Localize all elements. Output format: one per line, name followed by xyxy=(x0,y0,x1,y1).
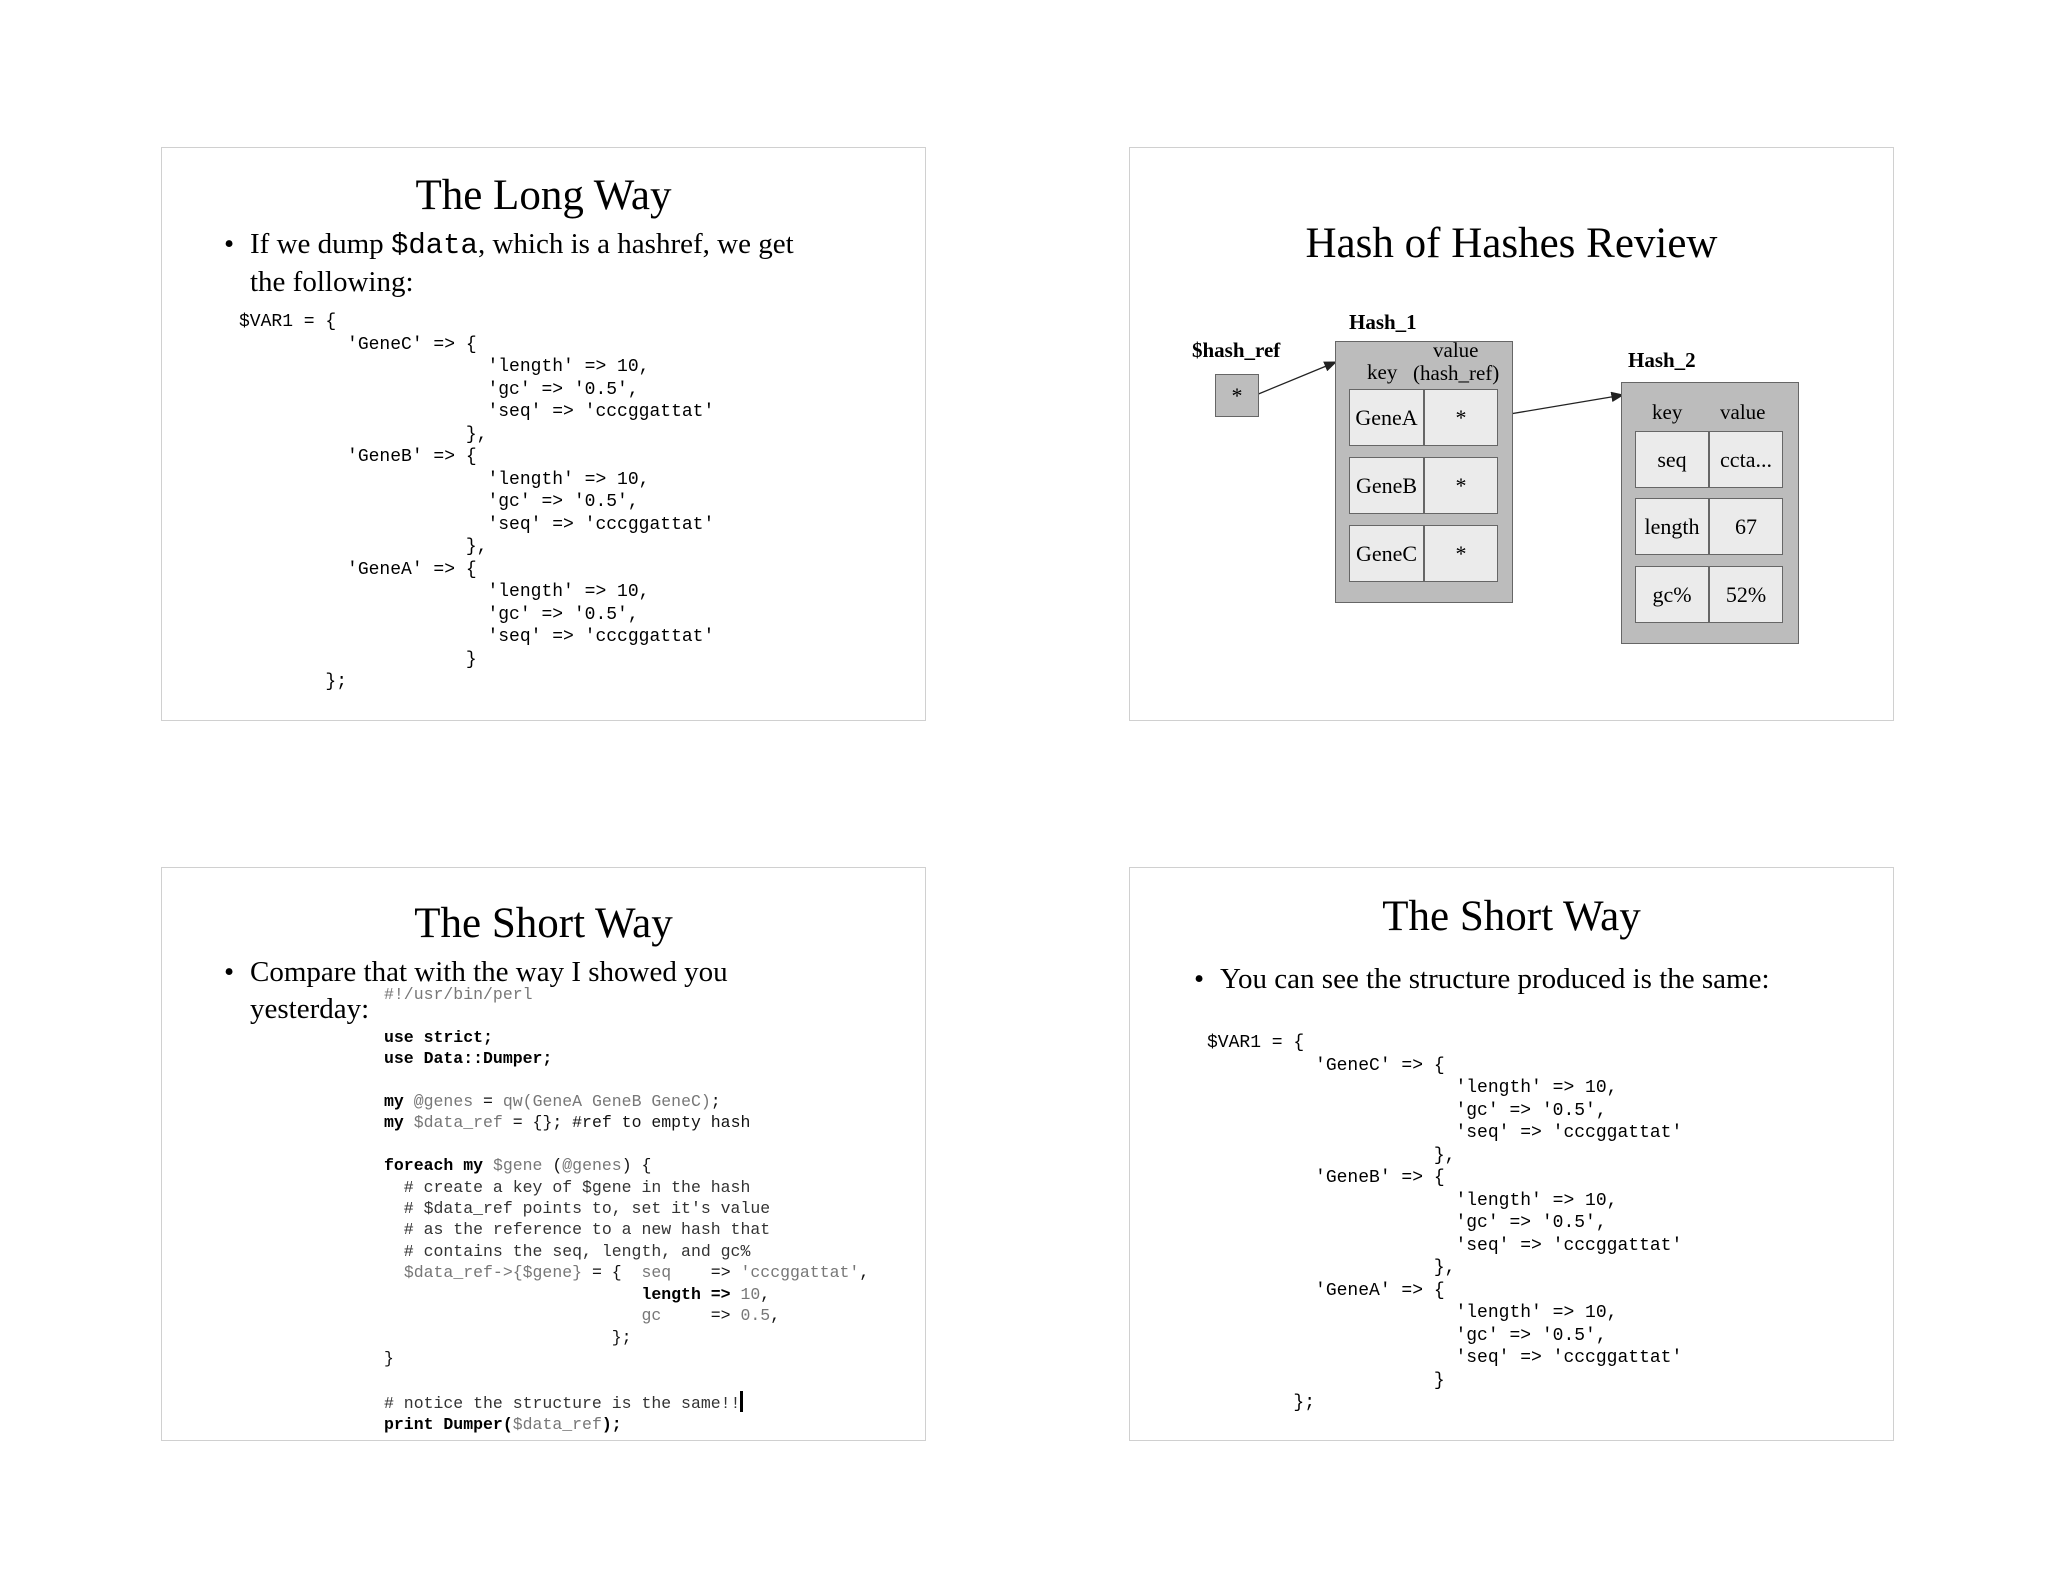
bullet-text-post: , which is a hashref, we get xyxy=(477,228,794,260)
slide-title: Hash of Hashes Review xyxy=(1305,220,1718,267)
slide-title: The Short Way xyxy=(1382,893,1641,940)
text-cursor xyxy=(740,1391,743,1412)
code-key: gc xyxy=(641,1306,662,1326)
hash1-value-header: value xyxy=(1433,338,1479,362)
code-text: ; xyxy=(710,1092,721,1112)
code-text: = { xyxy=(582,1263,642,1283)
code-text: ); xyxy=(601,1415,622,1435)
code-key: seq xyxy=(641,1263,672,1283)
code-keyword: foreach my xyxy=(384,1156,484,1176)
code-text: => xyxy=(671,1263,741,1283)
slide-title: The Short Way xyxy=(414,900,673,947)
bullet-text xyxy=(224,226,890,301)
bullet-text xyxy=(1194,961,1880,998)
code-number: 10 xyxy=(740,1284,761,1304)
hash-ref-pointer: * xyxy=(1215,374,1259,417)
hash1-row-key: GeneB xyxy=(1349,457,1424,514)
hash2-key-header: key xyxy=(1652,400,1683,424)
hash2-row-value: ccta... xyxy=(1709,431,1783,488)
code-use-dumper: use Data::Dumper; xyxy=(384,1049,553,1069)
hash1-key-header: key xyxy=(1367,360,1398,384)
bullet-text-pre: If we dump xyxy=(250,228,391,260)
hash2-row-key: length xyxy=(1635,498,1709,555)
code-keyword: my xyxy=(384,1092,404,1112)
bullet-text-line2: the following: xyxy=(250,266,414,298)
slide-long-way xyxy=(161,147,926,721)
code-variable: @genes xyxy=(413,1092,474,1112)
code-text: }; xyxy=(611,1327,632,1347)
hash2-row-value: 52% xyxy=(1709,566,1783,623)
hash1-label: Hash_1 xyxy=(1349,310,1417,334)
code-variable: $gene xyxy=(492,1156,543,1176)
code-variable: $data_ref->{$gene} xyxy=(403,1263,583,1283)
code-text: , xyxy=(770,1306,781,1326)
code-comment: # create a key of $gene in the hash xyxy=(384,1177,751,1197)
hash1-row-key: GeneC xyxy=(1349,525,1424,582)
hash1-row-key: GeneA xyxy=(1349,389,1424,446)
hash-ref-label: $hash_ref xyxy=(1192,338,1281,362)
code-comment: # $data_ref points to, set it's value xyxy=(384,1199,771,1219)
perl-code xyxy=(384,984,869,1436)
code-shebang: #!/usr/bin/perl xyxy=(384,985,533,1004)
code-variable: $data_ref xyxy=(512,1415,602,1435)
code-text: , xyxy=(760,1284,771,1304)
bullet-text-line2: yesterday: xyxy=(250,993,370,1025)
code-text: => xyxy=(700,1284,741,1304)
hash2-label: Hash_2 xyxy=(1628,348,1696,372)
bullet-text-line1: You can see the structure produced is the same: xyxy=(1220,963,1770,995)
bullet-dot: • xyxy=(224,228,235,260)
arrow-genea-to-hash2 xyxy=(1498,395,1623,416)
code-text: , xyxy=(859,1263,870,1283)
code-text: => xyxy=(661,1306,741,1326)
hash2-row-key: seq xyxy=(1635,431,1709,488)
code-string: qw(GeneA GeneB GeneC) xyxy=(502,1092,711,1112)
bullet-text-line1: Compare that with the way I showed you xyxy=(250,956,728,988)
code-string: 'cccggattat' xyxy=(740,1263,860,1283)
code-text: ( xyxy=(542,1156,563,1176)
hash1-row-value: * xyxy=(1424,525,1498,582)
slide-short-way-dump xyxy=(1129,867,1894,1441)
slide-hash-review xyxy=(1129,147,1894,721)
hash1-row-value: * xyxy=(1424,389,1498,446)
code-variable: @genes xyxy=(562,1156,622,1176)
bullet-code: $data xyxy=(390,229,478,262)
code-comment: # contains the seq, length, and gc% xyxy=(384,1241,751,1261)
code-text: = {}; #ref to empty hash xyxy=(502,1113,751,1133)
code-comment: # as the reference to a new hash that xyxy=(384,1220,771,1240)
dumper-output: $VAR1 = { 'GeneC' => { 'length' => 10, 'gc' => '0.5', 'seq' => 'cccggattat' }, 'GeneB' => { 'length' => 10, 'gc' => '0.5', 'seq' => 'cccggattat' }, 'GeneA' => { 'length' => 10, 'gc' => '0.5', 'seq' => 'cccggattat' } }; xyxy=(239,312,715,692)
code-number: 0.5 xyxy=(740,1306,771,1326)
code-comment: # notice the structure is the same!! xyxy=(384,1393,741,1413)
hash2-row-value: 67 xyxy=(1709,498,1783,555)
slide-title: The Long Way xyxy=(415,172,672,219)
code-text: = xyxy=(473,1092,503,1112)
arrow-hashref-to-hash1 xyxy=(1256,362,1336,395)
bullet-dot: • xyxy=(224,956,235,988)
hash2-row-key: gc% xyxy=(1635,566,1709,623)
code-keyword: print Dumper( xyxy=(384,1415,513,1435)
code-key: length xyxy=(641,1284,701,1304)
code-text: ) { xyxy=(621,1156,652,1176)
slide-short-way-code xyxy=(161,867,926,1441)
code-keyword: my xyxy=(384,1113,404,1133)
bullet-dot: • xyxy=(1194,963,1205,995)
code-use-strict: use strict; xyxy=(384,1027,493,1047)
code-variable: $data_ref xyxy=(413,1113,503,1133)
hash1-row-value: * xyxy=(1424,457,1498,514)
hash2-value-header: value xyxy=(1720,400,1766,424)
hash1-value-sub: (hash_ref) xyxy=(1413,361,1500,385)
dumper-output: $VAR1 = { 'GeneC' => { 'length' => 10, 'gc' => '0.5', 'seq' => 'cccggattat' }, 'GeneB' => { 'length' => 10, 'gc' => '0.5', 'seq' => 'cccggattat' }, 'GeneA' => { 'length' => 10, 'gc' => '0.5', 'seq' => 'cccggattat' } }; xyxy=(1207,1033,1683,1413)
code-text: } xyxy=(384,1348,394,1368)
